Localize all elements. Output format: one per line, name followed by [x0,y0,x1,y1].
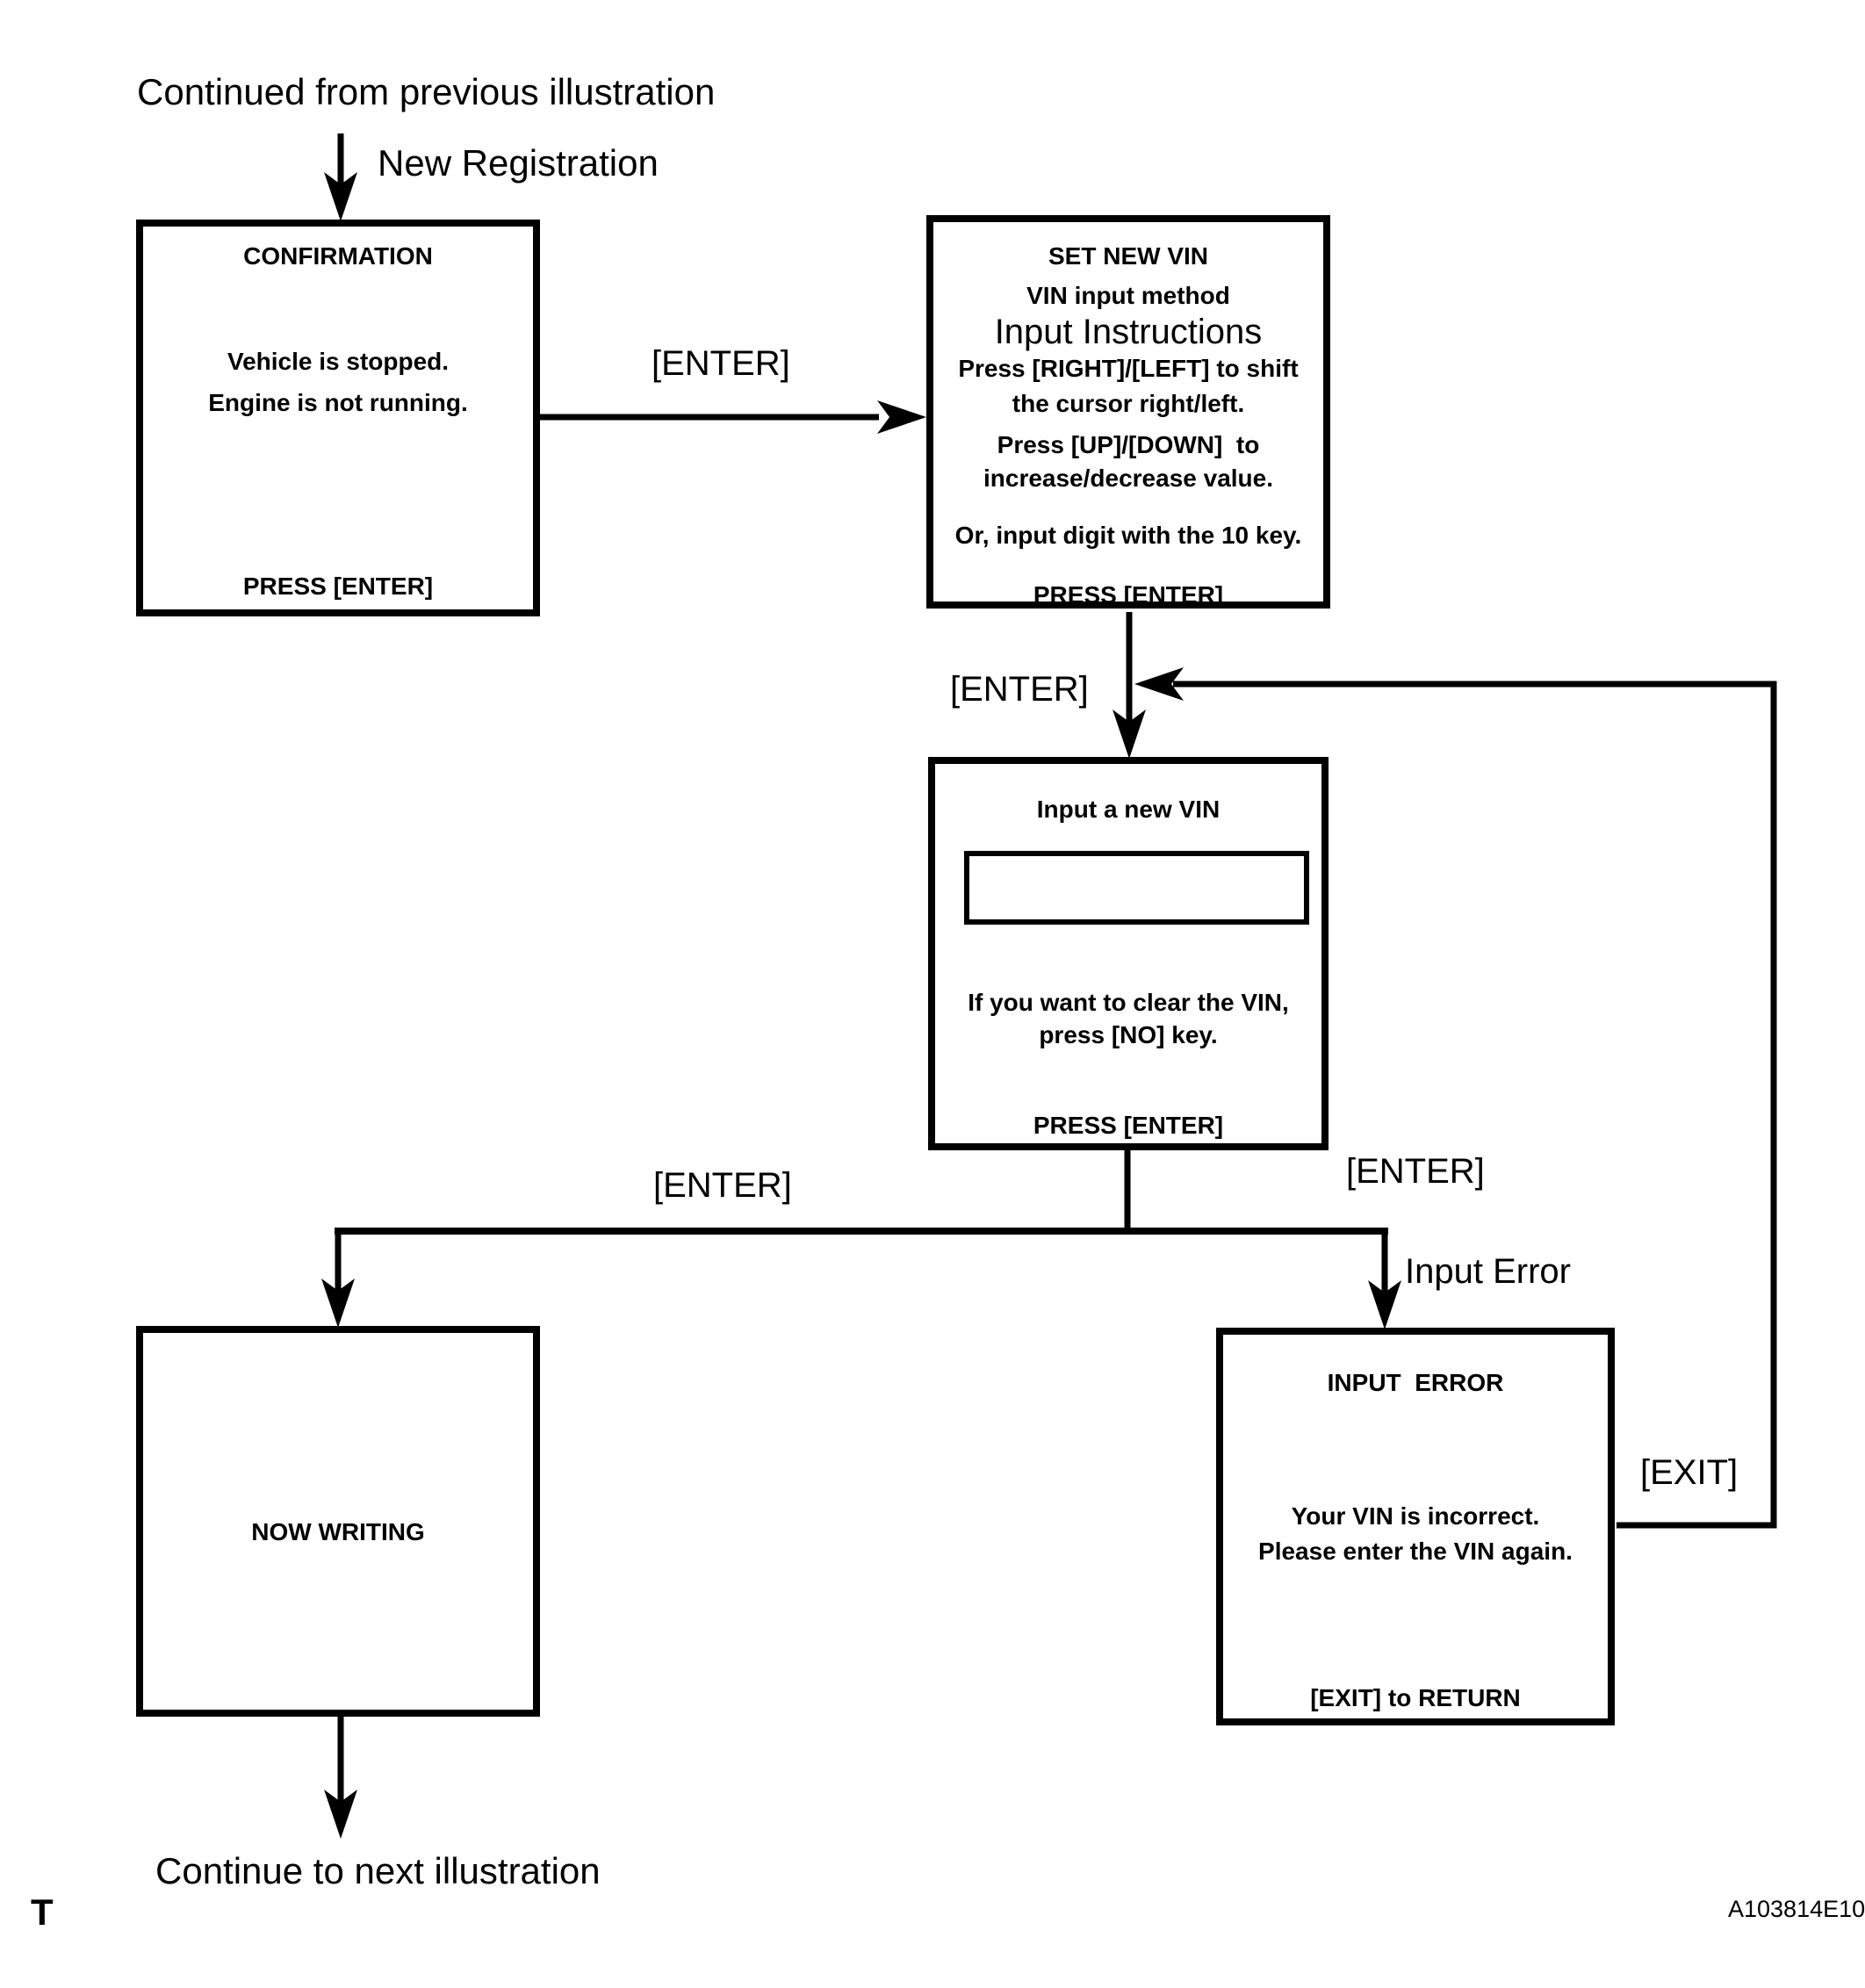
input-vin-clear-line2: press [NO] key. [1039,1021,1218,1048]
confirmation-line2: Engine is not running. [208,389,468,416]
set-new-vin-screen-box [926,215,1330,609]
input-error-line2: Please enter the VIN again. [1258,1538,1573,1565]
input-vin-clear-line1: If you want to clear the VIN, [968,989,1289,1016]
now-writing-screen-box [136,1326,540,1717]
set-new-vin-footer: PRESS [ENTER] [1033,581,1224,609]
enter-label-branch-right: [ENTER] [1346,1152,1485,1191]
input-error-branch-label: Input Error [1405,1252,1571,1291]
set-new-vin-title: SET NEW VIN [1048,242,1208,270]
confirmation-footer: PRESS [ENTER] [242,573,434,600]
input-error-title: INPUT ERROR [1327,1369,1504,1396]
input-error-screen-box [1216,1328,1615,1725]
new-registration-label: New Registration [378,142,659,184]
enter-label-confirmation-to-setvin: [ENTER] [652,344,790,383]
input-vin-footer: PRESS [ENTER] [1033,1112,1224,1139]
set-new-vin-instruction3: Press [UP]/[DOWN] to [997,431,1260,458]
confirmation-title: CONFIRMATION [243,242,433,270]
set-new-vin-instruction1: Press [RIGHT]/[LEFT] to shift [958,355,1299,382]
now-writing-title: NOW WRITING [251,1518,425,1545]
vin-input-field [964,851,1309,925]
continue-next-label: Continue to next illustration [155,1850,601,1891]
confirmation-to-setvin-arrowhead-right-icon [877,400,926,434]
confirmation-screen-box [136,220,540,616]
exit-label: [EXIT] [1640,1453,1739,1492]
set-new-vin-subtitle: VIN input method [1026,282,1230,309]
set-new-vin-instruction4: increase/decrease value. [983,465,1273,492]
set-new-vin-instruction2: the cursor right/left. [1012,390,1245,417]
page-letter: T [31,1891,54,1933]
figure-code: A103814E10 [1728,1896,1865,1922]
input-error-footer: [EXIT] to RETURN [1310,1684,1521,1711]
enter-label-branch-left: [ENTER] [653,1166,792,1205]
continued-from-label: Continued from previous illustration [137,71,716,112]
set-new-vin-instructions-heading: Input Instructions [994,313,1263,351]
input-error-line1: Your VIN is incorrect. [1291,1502,1540,1530]
enter-label-setvin-to-inputvin: [ENTER] [950,670,1089,709]
confirmation-line1: Vehicle is stopped. [227,348,450,375]
input-vin-title: Input a new VIN [1036,796,1221,823]
set-new-vin-or-line: Or, input digit with the 10 key. [954,522,1302,549]
input-vin-screen-box [928,757,1329,1150]
